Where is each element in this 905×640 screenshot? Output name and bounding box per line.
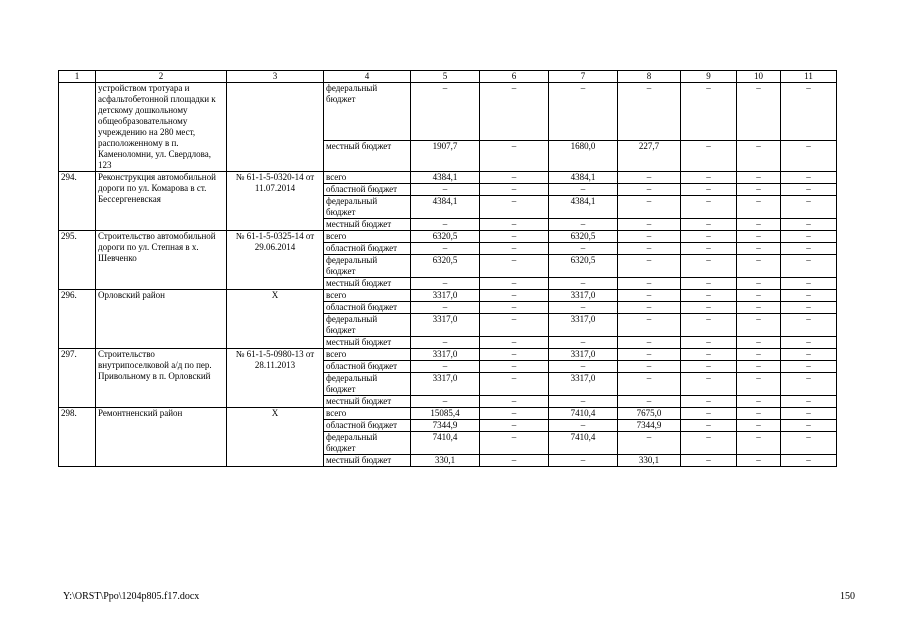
value-cell: – <box>737 231 781 243</box>
value-cell: – <box>549 420 618 432</box>
value-cell: 6320,5 <box>549 231 618 243</box>
header-cell: 8 <box>618 71 681 83</box>
header-cell: 6 <box>480 71 549 83</box>
value-cell: – <box>480 432 549 455</box>
table-row <box>59 83 837 141</box>
value-cell: – <box>618 172 681 184</box>
value-cell: – <box>737 278 781 290</box>
value-cell: – <box>411 83 480 141</box>
value-cell: – <box>737 141 781 172</box>
page-number: 150 <box>840 591 855 602</box>
header-cell: 7 <box>549 71 618 83</box>
value-cell: 227,7 <box>618 141 681 172</box>
value-cell: – <box>681 290 737 302</box>
funding-source: местный бюджет <box>324 396 411 408</box>
value-cell: – <box>681 243 737 255</box>
object-name: Ремонтненский район <box>96 408 227 467</box>
row-number: 297. <box>59 349 96 408</box>
value-cell: – <box>480 196 549 219</box>
value-cell: – <box>737 337 781 349</box>
value-cell: – <box>618 231 681 243</box>
budget-table <box>58 70 837 467</box>
value-cell: – <box>781 361 837 373</box>
value-cell: – <box>737 408 781 420</box>
value-cell: – <box>737 420 781 432</box>
value-cell: 6320,5 <box>549 255 618 278</box>
value-cell: 3317,0 <box>411 373 480 396</box>
header-cell: 2 <box>96 71 227 83</box>
row-number: 296. <box>59 290 96 349</box>
value-cell: – <box>737 290 781 302</box>
value-cell: – <box>480 455 549 467</box>
value-cell: – <box>618 349 681 361</box>
value-cell: – <box>781 219 837 231</box>
value-cell: – <box>411 302 480 314</box>
funding-source: местный бюджет <box>324 278 411 290</box>
value-cell: – <box>737 373 781 396</box>
value-cell: – <box>737 361 781 373</box>
value-cell: – <box>549 337 618 349</box>
value-cell: – <box>618 83 681 141</box>
row-number: 298. <box>59 408 96 467</box>
value-cell: – <box>618 373 681 396</box>
value-cell: – <box>737 219 781 231</box>
value-cell: – <box>781 290 837 302</box>
value-cell: 4384,1 <box>411 196 480 219</box>
value-cell: – <box>681 361 737 373</box>
value-cell: – <box>781 373 837 396</box>
funding-source: местный бюджет <box>324 337 411 349</box>
funding-source: областной бюджет <box>324 361 411 373</box>
value-cell: – <box>781 141 837 172</box>
value-cell: – <box>480 83 549 141</box>
value-cell: – <box>480 172 549 184</box>
object-name: Строительство автомобильной дороги по ул. Степная в х. Шевченко <box>96 231 227 290</box>
value-cell: – <box>681 420 737 432</box>
value-cell: 7410,4 <box>411 432 480 455</box>
value-cell: 3317,0 <box>411 290 480 302</box>
value-cell: – <box>781 420 837 432</box>
document-ref: № 61-1-5-0325-14 от 29.06.2014 <box>227 231 324 290</box>
value-cell: 6320,5 <box>411 255 480 278</box>
value-cell: 7675,0 <box>618 408 681 420</box>
value-cell: – <box>737 255 781 278</box>
value-cell: 1680,0 <box>549 141 618 172</box>
document-ref <box>227 83 324 172</box>
value-cell: – <box>549 302 618 314</box>
value-cell: – <box>411 361 480 373</box>
funding-source: всего <box>324 231 411 243</box>
value-cell: – <box>480 302 549 314</box>
value-cell: – <box>681 314 737 337</box>
value-cell: – <box>681 278 737 290</box>
value-cell: – <box>781 396 837 408</box>
value-cell: 7344,9 <box>618 420 681 432</box>
value-cell: – <box>781 172 837 184</box>
value-cell: – <box>618 219 681 231</box>
table-row <box>59 408 837 420</box>
value-cell: – <box>549 243 618 255</box>
table-row <box>59 290 837 302</box>
funding-source: федеральный бюджет <box>324 373 411 396</box>
value-cell: – <box>618 255 681 278</box>
value-cell: – <box>681 373 737 396</box>
value-cell: – <box>781 314 837 337</box>
value-cell: – <box>411 396 480 408</box>
value-cell: – <box>480 314 549 337</box>
value-cell: – <box>781 455 837 467</box>
funding-source: федеральный бюджет <box>324 83 411 141</box>
value-cell: – <box>737 432 781 455</box>
value-cell: – <box>681 455 737 467</box>
row-number: 294. <box>59 172 96 231</box>
value-cell: – <box>737 396 781 408</box>
value-cell: – <box>737 243 781 255</box>
value-cell: 3317,0 <box>411 314 480 337</box>
funding-source: всего <box>324 349 411 361</box>
document-ref: № 61-1-5-0320-14 от 11.07.2014 <box>227 172 324 231</box>
value-cell: 3317,0 <box>549 373 618 396</box>
value-cell: – <box>411 337 480 349</box>
value-cell: – <box>480 231 549 243</box>
value-cell: – <box>549 219 618 231</box>
value-cell: – <box>681 408 737 420</box>
value-cell: – <box>781 83 837 141</box>
value-cell: – <box>480 219 549 231</box>
funding-source: всего <box>324 172 411 184</box>
value-cell: – <box>737 455 781 467</box>
row-number: 295. <box>59 231 96 290</box>
value-cell: – <box>681 349 737 361</box>
value-cell: – <box>781 349 837 361</box>
value-cell: – <box>618 337 681 349</box>
value-cell: – <box>681 172 737 184</box>
value-cell: 4384,1 <box>549 172 618 184</box>
funding-source: федеральный бюджет <box>324 314 411 337</box>
value-cell: – <box>737 302 781 314</box>
object-name: Орловский район <box>96 290 227 349</box>
value-cell: – <box>618 290 681 302</box>
value-cell: 7410,4 <box>549 408 618 420</box>
value-cell: 6320,5 <box>411 231 480 243</box>
value-cell: 7410,4 <box>549 432 618 455</box>
value-cell: 7344,9 <box>411 420 480 432</box>
value-cell: – <box>411 243 480 255</box>
value-cell: – <box>549 278 618 290</box>
value-cell: – <box>781 408 837 420</box>
funding-source: всего <box>324 290 411 302</box>
value-cell: 4384,1 <box>411 172 480 184</box>
header-cell: 3 <box>227 71 324 83</box>
value-cell: 3317,0 <box>549 314 618 337</box>
row-number <box>59 83 96 172</box>
value-cell: – <box>618 396 681 408</box>
value-cell: – <box>618 184 681 196</box>
value-cell: – <box>480 420 549 432</box>
funding-source: областной бюджет <box>324 243 411 255</box>
header-cell: 10 <box>737 71 781 83</box>
header-cell: 11 <box>781 71 837 83</box>
value-cell: – <box>618 278 681 290</box>
value-cell: – <box>681 432 737 455</box>
value-cell: – <box>618 361 681 373</box>
value-cell: – <box>480 361 549 373</box>
funding-source: местный бюджет <box>324 455 411 467</box>
object-name: Реконструкция автомобильной дороги по ул. Комарова в ст. Бессергеневская <box>96 172 227 231</box>
value-cell: – <box>480 373 549 396</box>
table-row <box>59 231 837 243</box>
value-cell: – <box>781 255 837 278</box>
value-cell: – <box>411 184 480 196</box>
funding-source: областной бюджет <box>324 184 411 196</box>
value-cell: – <box>618 302 681 314</box>
value-cell: – <box>480 255 549 278</box>
value-cell: – <box>781 278 837 290</box>
value-cell: 3317,0 <box>549 290 618 302</box>
value-cell: – <box>549 83 618 141</box>
value-cell: – <box>480 243 549 255</box>
value-cell: – <box>737 349 781 361</box>
value-cell: 4384,1 <box>549 196 618 219</box>
file-path: Y:\ORST\Ppo\1204p805.f17.docx <box>63 591 200 602</box>
value-cell: – <box>618 432 681 455</box>
table-row <box>59 172 837 184</box>
document-ref: № 61-1-5-0980-13 от 28.11.2013 <box>227 349 324 408</box>
value-cell: – <box>737 314 781 337</box>
funding-source: областной бюджет <box>324 420 411 432</box>
value-cell: – <box>549 184 618 196</box>
value-cell: – <box>681 396 737 408</box>
value-cell: – <box>681 219 737 231</box>
value-cell: – <box>781 243 837 255</box>
table-row <box>59 349 837 361</box>
value-cell: – <box>681 255 737 278</box>
value-cell: – <box>681 141 737 172</box>
value-cell: 330,1 <box>618 455 681 467</box>
value-cell: – <box>681 337 737 349</box>
value-cell: – <box>480 408 549 420</box>
value-cell: – <box>618 314 681 337</box>
value-cell: – <box>480 141 549 172</box>
funding-source: местный бюджет <box>324 219 411 231</box>
value-cell: – <box>781 302 837 314</box>
value-cell: – <box>549 396 618 408</box>
value-cell: – <box>681 184 737 196</box>
value-cell: – <box>480 278 549 290</box>
value-cell: – <box>681 196 737 219</box>
value-cell: – <box>411 219 480 231</box>
header-cell: 5 <box>411 71 480 83</box>
document-ref: Х <box>227 290 324 349</box>
document-ref: Х <box>227 408 324 467</box>
value-cell: – <box>737 196 781 219</box>
funding-source: федеральный бюджет <box>324 432 411 455</box>
value-cell: – <box>737 184 781 196</box>
value-cell: – <box>480 337 549 349</box>
value-cell: – <box>480 396 549 408</box>
value-cell: – <box>781 184 837 196</box>
object-name: устройством тротуара и асфальтобетонной площадки к детскому дошкольному общеобразовательному учреждению на 280 мест, расположенному в п. Каменоломни, ул. Свердлова, 123 <box>96 83 227 172</box>
header-cell: 9 <box>681 71 737 83</box>
funding-source: всего <box>324 408 411 420</box>
value-cell: – <box>781 196 837 219</box>
value-cell: – <box>681 83 737 141</box>
object-name: Строительство внутрипоселковой а/д по пер. Привольному в п. Орловский <box>96 349 227 408</box>
value-cell: – <box>737 83 781 141</box>
value-cell: – <box>480 349 549 361</box>
value-cell: 3317,0 <box>549 349 618 361</box>
value-cell: – <box>618 196 681 219</box>
header-cell: 1 <box>59 71 96 83</box>
value-cell: – <box>618 243 681 255</box>
value-cell: – <box>480 184 549 196</box>
value-cell: 15085,4 <box>411 408 480 420</box>
value-cell: – <box>681 231 737 243</box>
value-cell: – <box>781 337 837 349</box>
funding-source: федеральный бюджет <box>324 196 411 219</box>
funding-source: местный бюджет <box>324 141 411 172</box>
value-cell: – <box>737 172 781 184</box>
value-cell: – <box>781 432 837 455</box>
funding-source: областной бюджет <box>324 302 411 314</box>
header-row <box>59 71 837 83</box>
value-cell: – <box>781 231 837 243</box>
value-cell: – <box>411 278 480 290</box>
value-cell: 330,1 <box>411 455 480 467</box>
value-cell: – <box>549 455 618 467</box>
value-cell: – <box>681 302 737 314</box>
value-cell: – <box>480 290 549 302</box>
header-cell: 4 <box>324 71 411 83</box>
value-cell: 1907,7 <box>411 141 480 172</box>
value-cell: – <box>549 361 618 373</box>
funding-source: федеральный бюджет <box>324 255 411 278</box>
value-cell: 3317,0 <box>411 349 480 361</box>
